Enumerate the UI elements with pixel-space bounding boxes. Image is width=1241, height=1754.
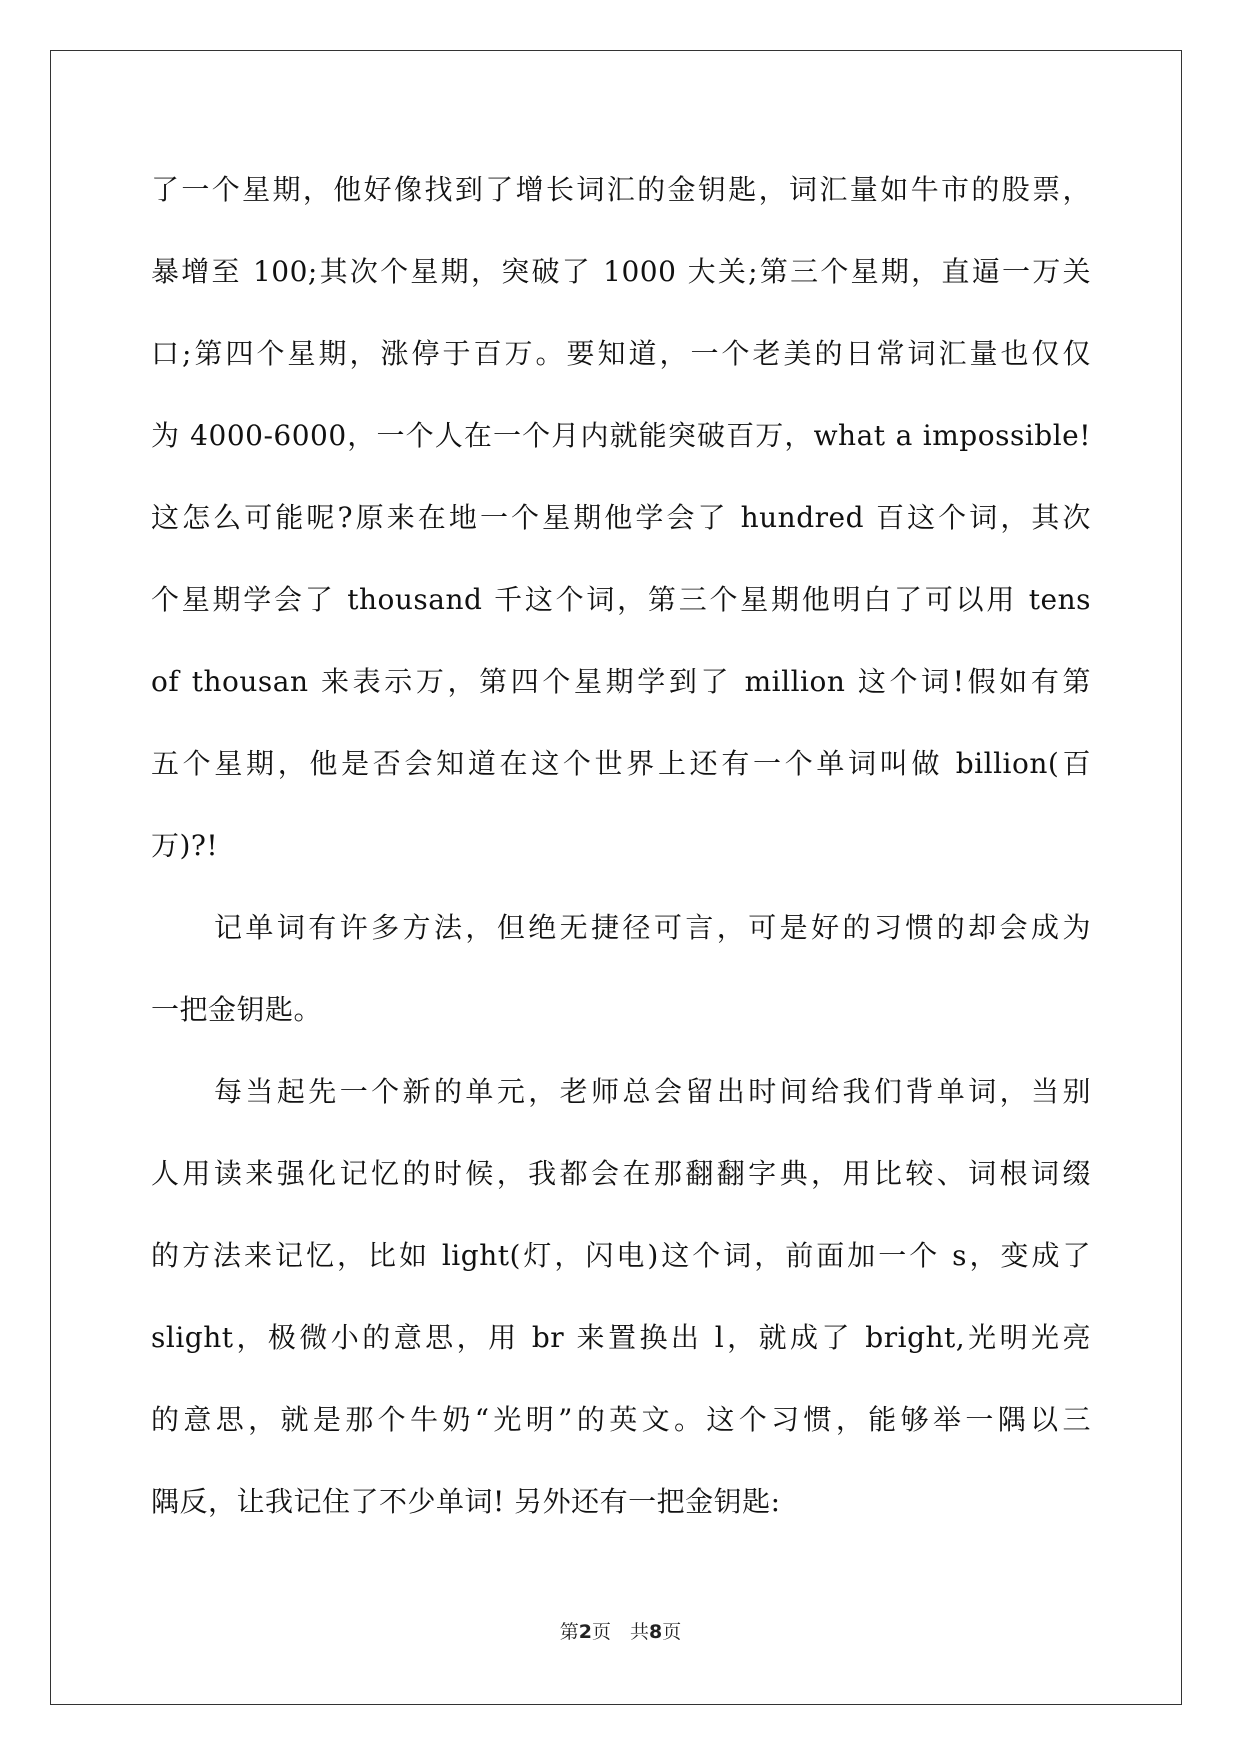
document-body <box>151 160 1091 1554</box>
text-line: slight，极微小的意思，用 br 来置换出 l，就成了 bright,光明光亮 <box>151 1321 1091 1354</box>
text-line: 人用读来强化记忆的时候，我都会在那翻翻字典，用比较、词根词缀 <box>151 1157 1091 1190</box>
page-total: 8 <box>649 1621 663 1643</box>
text-line: 隅反，让我记住了不少单词! 另外还有一把金钥匙: <box>151 1485 781 1518</box>
text-line: 个星期学会了 thousand 千这个词，第三个星期他明白了可以用 tens <box>151 583 1091 616</box>
text-line: 记单词有许多方法，但绝无捷径可言，可是好的习惯的却会成为 <box>214 911 1091 944</box>
text-line: 每当起先一个新的单元，老师总会留出时间给我们背单词，当别 <box>214 1075 1091 1108</box>
text-line: 这怎么可能呢?原来在地一个星期他学会了 hundred 百这个词，其次 <box>151 501 1091 534</box>
page-prefix: 第 <box>559 1621 579 1643</box>
page-footer <box>0 1617 1241 1644</box>
text-line: 为 4000-6000，一个人在一个月内就能突破百万，what a impossible! <box>151 419 1091 452</box>
page-suffix: 页 <box>662 1621 682 1643</box>
text-line: 五个星期，他是否会知道在这个世界上还有一个单词叫做 billion(百 <box>151 747 1091 780</box>
text-line: 暴增至 100;其次个星期，突破了 1000 大关;第三个星期，直逼一万关 <box>151 255 1091 288</box>
text-line: 一把金钥匙。 <box>151 993 323 1026</box>
text-line: 的方法来记忆，比如 light(灯，闪电)这个词，前面加一个 s，变成了 <box>151 1239 1091 1272</box>
text-line: of thousan 来表示万，第四个星期学到了 million 这个词!假如有第 <box>151 665 1091 698</box>
text-line: 口;第四个星期，涨停于百万。要知道，一个老美的日常词汇量也仅仅 <box>151 337 1091 370</box>
page-current: 2 <box>578 1621 592 1643</box>
page-mid: 页 共 <box>591 1621 649 1643</box>
paragraph <box>151 160 1091 898</box>
text-line: 万)?! <box>151 829 219 862</box>
text-line: 的意思，就是那个牛奶“光明”的英文。这个习惯，能够举一隅以三 <box>151 1403 1091 1436</box>
paragraph <box>151 1062 1091 1554</box>
text-line: 了一个星期，他好像找到了增长词汇的金钥匙，词汇量如牛市的股票， <box>151 173 1091 206</box>
paragraph <box>151 898 1091 1062</box>
